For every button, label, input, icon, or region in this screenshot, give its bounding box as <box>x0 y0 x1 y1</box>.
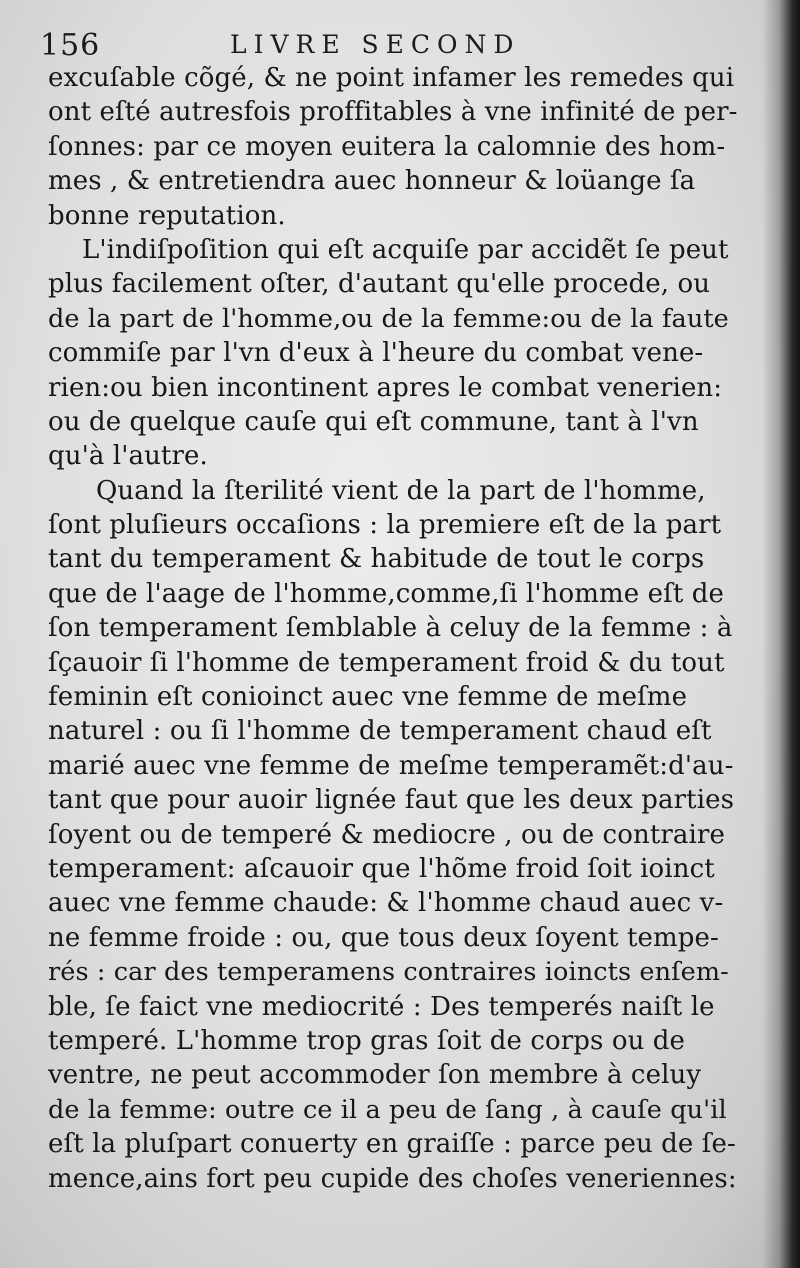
text-line: ſont pluſieurs occaſions : la premiere eſt de la part <box>48 510 722 541</box>
text-line: temperé. L'homme trop gras ſoit de corps ou de <box>48 1025 686 1056</box>
text-line: eſt la pluſpart conuerty en graiſſe : parce peu de ſe- <box>48 1129 736 1160</box>
text-line: ont eſté autresfois proffitables à vne infinité de per- <box>48 97 738 128</box>
text-line: de la part de l'homme,ou de la femme:ou de la faute <box>48 303 729 334</box>
text-line: ſonnes: par ce moyen euitera la calomnie des hom- <box>48 131 726 162</box>
text-line: ſçauoir ſi l'homme de temperament froid & du tout <box>48 647 725 678</box>
text-line: ne femme froide : ou, que tous deux ſoyent tempe- <box>48 922 719 953</box>
text-line: excuſable cõgé, & ne point infamer les remedes qui <box>48 63 735 93</box>
text-line: ſon temperament ſemblable à celuy de la femme : à <box>48 613 733 644</box>
text-line: mes , & entretiendra auec honneur & loüange ſa <box>48 166 696 197</box>
text-line: ventre, ne peut accommoder ſon membre à celuy <box>48 1060 702 1091</box>
paragraph-start-line: L'indiſpoſition qui eſt acquiſe par accidẽt ſe peut <box>82 234 729 265</box>
text-line: rés : car des temperamens contraires ioincts enſem- <box>48 957 729 988</box>
page-number: 156 <box>40 28 101 63</box>
text-line: qu'à l'autre. <box>48 441 208 472</box>
text-line: bonne reputation. <box>48 200 286 231</box>
text-line: marié auec vne femme de meſme temperamẽt:d'au- <box>48 750 734 781</box>
text-line: temperament: aſcauoir que l'hõme froid ſoit ioinct <box>48 853 715 884</box>
text-line: tant du temperament & habitude de tout le corps <box>48 544 705 575</box>
text-line: ſoyent ou de temperé & mediocre , ou de contraire <box>48 819 725 850</box>
text-line: naturel : ou ſi l'homme de temperament chaud eſt <box>48 716 712 747</box>
text-line: de la femme: outre ce il a peu de ſang , à cauſe qu'il <box>48 1094 727 1125</box>
text-line: commiſe par l'vn d'eux à l'heure du combat vene- <box>48 338 704 369</box>
text-line: feminin eſt conioinct auec vne femme de meſme <box>48 682 688 713</box>
section-title: LIVRE SECOND <box>230 30 521 59</box>
text-line: que de l'aage de l'homme,comme,ſi l'homme eſt de <box>48 578 724 609</box>
page-gutter-shadow <box>762 0 800 1268</box>
text-line: ble, ſe faict vne mediocrité : Des temperés naiſt le <box>48 991 715 1022</box>
text-line: ou de quelque cauſe qui eſt commune, tant à l'vn <box>48 406 699 437</box>
text-line: tant que pour auoir lignée faut que les deux parties <box>48 785 735 816</box>
text-line: rien:ou bien incontinent apres le combat venerien: <box>48 372 723 403</box>
running-head <box>40 28 740 64</box>
text-line: auec vne femme chaude: & l'homme chaud auec v- <box>48 888 724 919</box>
body-text <box>48 61 738 1196</box>
text-line: mence,ains fort peu cupide des choſes veneriennes: <box>48 1163 737 1194</box>
text-line: plus facilement oſter, d'autant qu'elle procede, ou <box>48 269 711 300</box>
paragraph-start-line: Quand la ſterilité vient de la part de l'homme, <box>96 475 706 506</box>
